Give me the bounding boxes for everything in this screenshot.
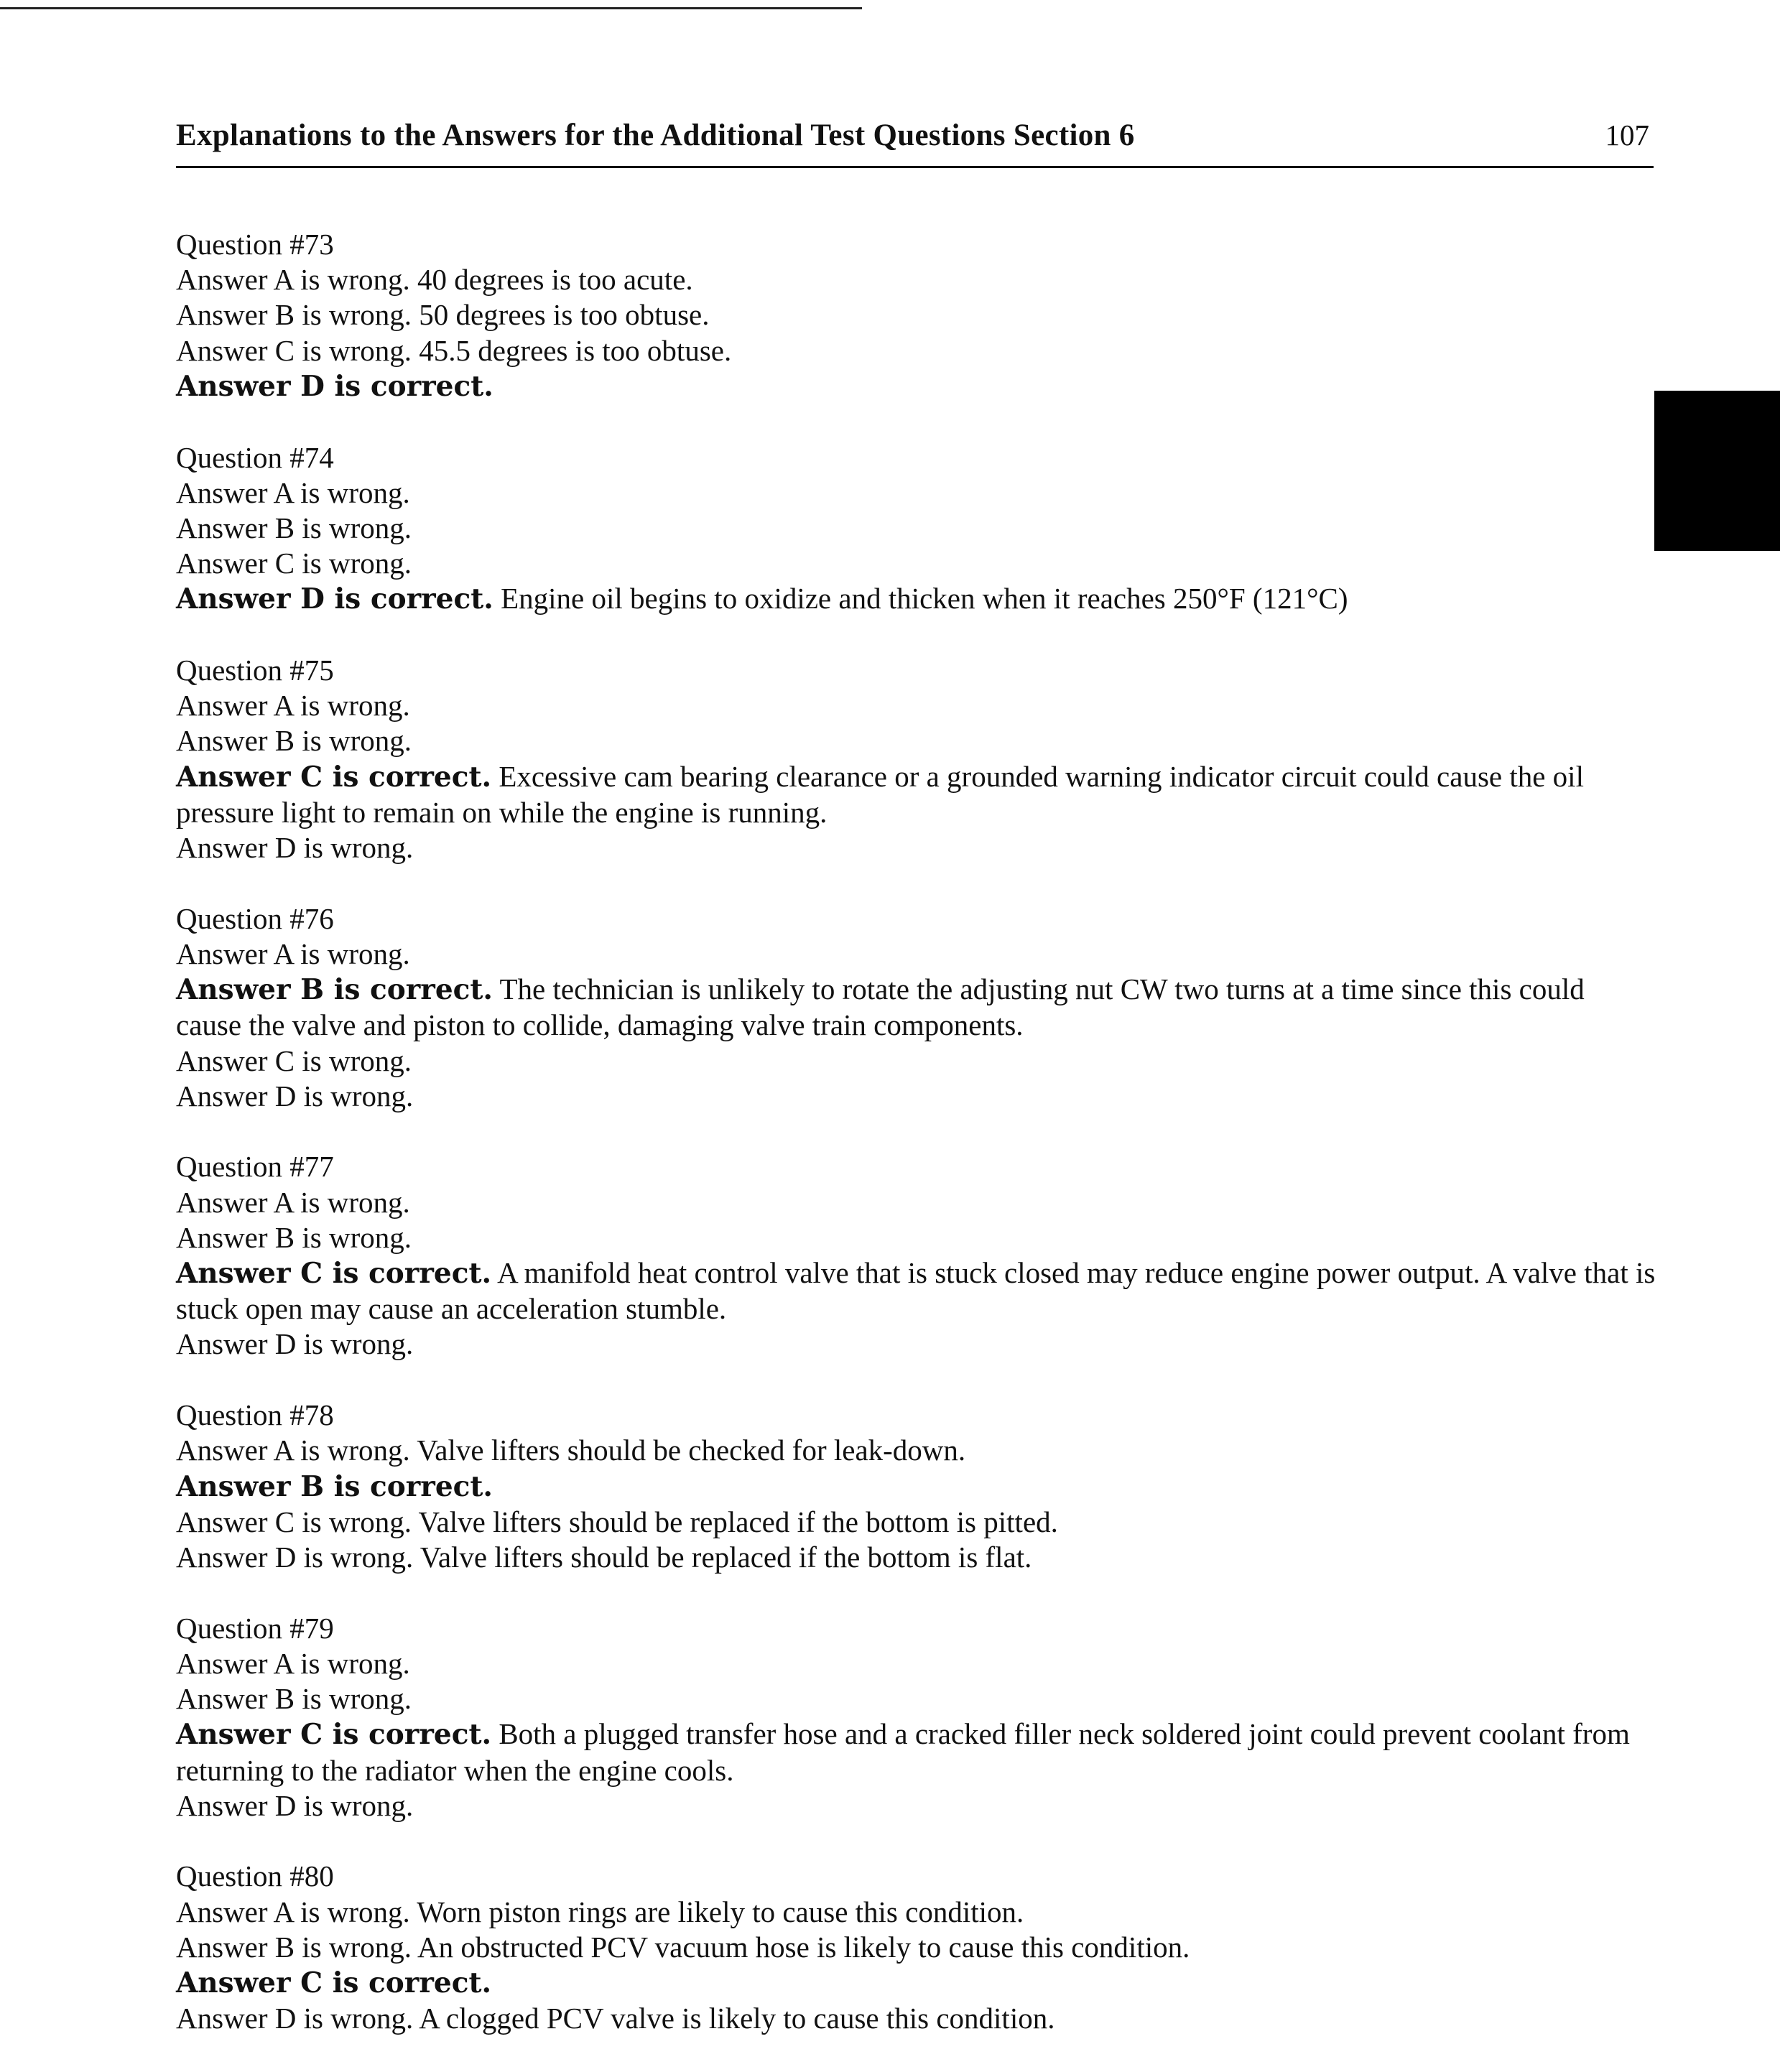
answer-line <box>176 297 1656 333</box>
answer-explanation: 45.5 degrees is too obtuse. <box>419 333 732 367</box>
answer-line <box>176 688 1656 723</box>
answer-label: Answer D is wrong. <box>176 1327 414 1361</box>
answer-line <box>176 1646 1656 1681</box>
answer-label: Answer A is wrong. <box>176 1895 410 1928</box>
answer-label: Answer D is wrong. <box>176 1541 414 1574</box>
answer-line <box>176 511 1656 546</box>
question-block <box>176 1859 1656 2036</box>
answer-label: Answer A is wrong. <box>176 263 410 297</box>
answer-correct-label: Answer C is correct. <box>176 1718 492 1752</box>
answer-correct-label: Answer B is correct. <box>176 1469 493 1503</box>
answer-label: Answer B is wrong. <box>176 1930 412 1964</box>
answer-explanation: Engine oil begins to oxidize and thicken when it reaches 250°F (121°C) <box>501 582 1348 615</box>
question-block <box>176 653 1656 865</box>
question-title: Question #78 <box>176 1398 334 1432</box>
answer-explanation: The technician is unlikely to rotate the adjusting nut CW two turns at a time since this could cause the valve and piston to collide, damaging valve train components. <box>176 972 1585 1042</box>
answer-label: Answer B is wrong. <box>176 298 412 332</box>
answer-line <box>176 333 1656 368</box>
answer-label: Answer A is wrong. <box>176 937 410 970</box>
answer-line <box>176 475 1656 511</box>
answer-line-correct <box>176 1255 1656 1327</box>
answer-explanation: A clogged PCV valve is likely to cause this condition. <box>419 2002 1055 2035</box>
question-block <box>176 227 1656 404</box>
answer-label: Answer C is wrong. <box>176 333 412 367</box>
answer-line <box>176 1433 1656 1468</box>
answer-correct-label: Answer B is correct. <box>176 973 493 1007</box>
answer-line-correct <box>176 368 1656 404</box>
answer-label: Answer A is wrong. <box>176 1434 410 1467</box>
answer-line <box>176 830 1656 865</box>
question-title: Question #80 <box>176 1859 334 1893</box>
page-title: Explanations to the Answers for the Additional Test Questions Section 6 <box>176 119 1135 152</box>
answer-line <box>176 1540 1656 1575</box>
section-thumb-tab <box>1654 391 1780 551</box>
answer-line-correct <box>176 1965 1656 2001</box>
answer-explanation: Valve lifters should be replaced if the bottom is flat. <box>419 1541 1032 1574</box>
answer-label: Answer C is wrong. <box>176 1044 412 1077</box>
answer-explanation: An obstructed PCV vacuum hose is likely to cause this condition. <box>417 1930 1190 1964</box>
question-block <box>176 1398 1656 1575</box>
question-block <box>176 901 1656 1114</box>
answer-label: Answer D is wrong. <box>176 1079 414 1112</box>
question-title: Question #79 <box>176 1611 334 1645</box>
answer-explanation: Worn piston rings are likely to cause this condition. <box>417 1895 1024 1928</box>
question-title: Question #75 <box>176 654 334 687</box>
page-header <box>176 118 1654 168</box>
answer-explanation: 50 degrees is too obtuse. <box>419 298 710 332</box>
answer-line <box>176 1505 1656 1540</box>
answer-line-correct <box>176 972 1656 1043</box>
answer-label: Answer B is wrong. <box>176 1220 412 1254</box>
answer-line <box>176 1788 1656 1824</box>
answer-line <box>176 1079 1656 1114</box>
answer-line <box>176 1895 1656 1930</box>
answer-explanation: Both a plugged transfer hose and a cracked filler neck soldered joint could prevent coolant from returning to the radiator when the engine cools. <box>176 1717 1630 1787</box>
answer-label: Answer B is wrong. <box>176 1682 412 1716</box>
answer-line <box>176 262 1656 297</box>
answer-line <box>176 1681 1656 1716</box>
answer-explanation: Valve lifters should be checked for leak-down. <box>417 1434 966 1467</box>
answer-explanation: Excessive cam bearing clearance or a grounded warning indicator circuit could cause the oil pressure light to remain on while the engine is running. <box>176 759 1584 829</box>
answer-line <box>176 1044 1656 1079</box>
answer-correct-label: Answer C is correct. <box>176 760 492 794</box>
answer-label: Answer C is wrong. <box>176 547 412 580</box>
question-block <box>176 440 1656 618</box>
question-block <box>176 1149 1656 1362</box>
answer-label: Answer B is wrong. <box>176 724 412 758</box>
answer-label: Answer D is wrong. <box>176 831 414 865</box>
question-title: Question #74 <box>176 440 334 474</box>
answer-label: Answer B is wrong. <box>176 511 412 544</box>
answer-line-correct <box>176 759 1656 830</box>
answer-line <box>176 1185 1656 1220</box>
answer-line <box>176 723 1656 758</box>
answer-line <box>176 2001 1656 2036</box>
answer-explanation: Valve lifters should be replaced if the bottom is pitted. <box>418 1505 1058 1538</box>
page-number: 107 <box>1605 119 1649 152</box>
question-title: Question #77 <box>176 1150 334 1184</box>
answer-correct-label: Answer C is correct. <box>176 1257 492 1291</box>
answer-line-correct <box>176 1469 1656 1505</box>
answer-label: Answer A is wrong. <box>176 1646 410 1680</box>
answer-label: Answer D is wrong. <box>176 1788 414 1822</box>
answer-line <box>176 937 1656 972</box>
answer-label: Answer A is wrong. <box>176 1185 410 1219</box>
top-rule <box>0 7 862 9</box>
answer-line <box>176 1220 1656 1255</box>
question-title: Question #73 <box>176 228 334 261</box>
answer-label: Answer D is wrong. <box>176 2002 414 2035</box>
question-block <box>176 1611 1656 1824</box>
answer-line <box>176 1930 1656 1965</box>
answer-label: Answer C is wrong. <box>176 1505 412 1538</box>
answer-explanation: A manifold heat control valve that is stuck closed may reduce engine power output. A valve that is stuck open may cause an acceleration stumble. <box>176 1256 1656 1326</box>
question-title: Question #76 <box>176 901 334 935</box>
answer-line <box>176 1327 1656 1362</box>
answer-correct-label: Answer D is correct. <box>176 582 493 616</box>
answer-label: Answer A is wrong. <box>176 475 410 509</box>
answer-correct-label: Answer C is correct. <box>176 1966 492 2000</box>
answer-line-correct <box>176 1716 1656 1788</box>
answer-correct-label: Answer D is correct. <box>176 369 493 403</box>
answer-label: Answer A is wrong. <box>176 689 410 723</box>
answers-list <box>176 227 1656 2072</box>
answer-line-correct <box>176 581 1656 617</box>
answer-line <box>176 546 1656 581</box>
answer-explanation: 40 degrees is too acute. <box>417 263 693 297</box>
